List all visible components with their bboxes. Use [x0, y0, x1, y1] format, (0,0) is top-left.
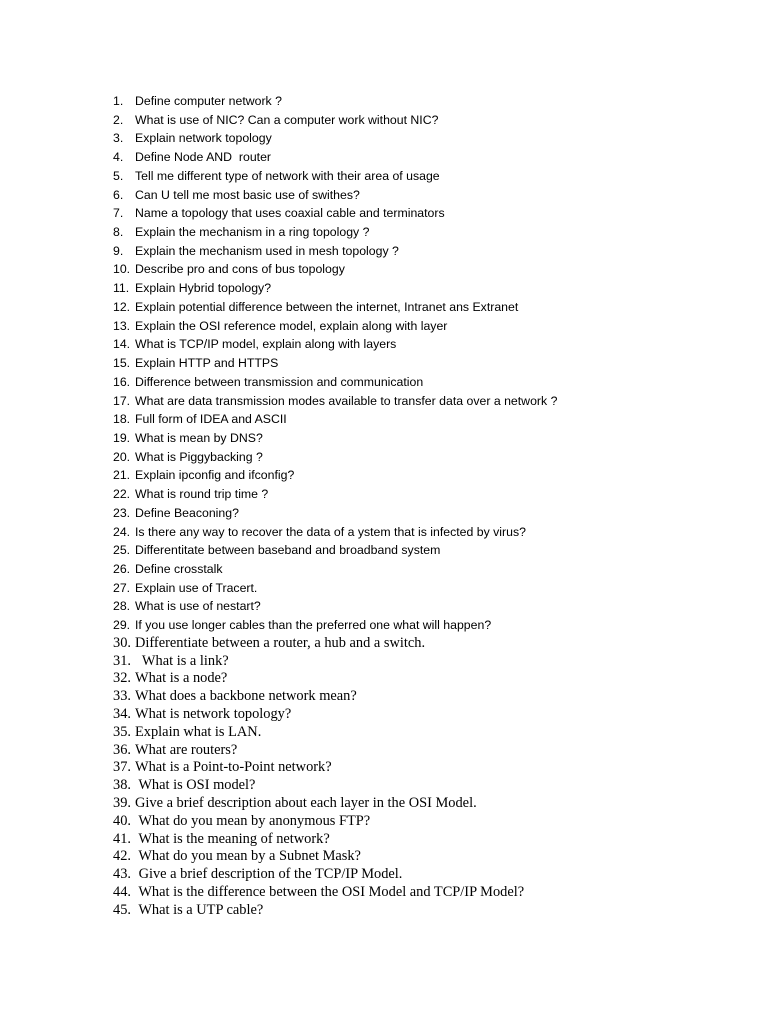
- list-item-text: What is OSI model?: [135, 777, 256, 794]
- list-item-text: Name a topology that uses coaxial cable and terminators: [135, 206, 445, 221]
- list-item-text: What is Piggybacking ?: [135, 449, 263, 464]
- list-item: [113, 111, 733, 130]
- list-item-number: 19.: [113, 430, 131, 445]
- list-item-text: What do you mean by anonymous FTP?: [135, 812, 371, 829]
- list-item: [113, 186, 733, 205]
- list-item-number: 33.: [113, 688, 131, 705]
- list-item-number: 27.: [113, 580, 131, 595]
- list-item-text: What is TCP/IP model, explain along with layers: [135, 337, 397, 352]
- list-item-number: 45.: [113, 901, 131, 918]
- list-item-text: What does a backbone network mean?: [135, 688, 357, 705]
- list-item: [113, 392, 733, 411]
- list-item-text: What are routers?: [135, 741, 238, 758]
- list-item-number: 39.: [113, 795, 131, 812]
- list-item: [113, 706, 733, 724]
- list-item-number: 42.: [113, 848, 131, 865]
- list-item: [113, 653, 733, 671]
- list-item-text: What do you mean by a Subnet Mask?: [135, 848, 361, 865]
- list-item-text: Differentitate between baseband and broadband system: [135, 543, 441, 558]
- list-item-text: Explain potential difference between the internet, Intranet ans Extranet: [135, 299, 519, 314]
- question-list: [113, 92, 733, 920]
- list-item-text: What is the difference between the OSI Model and TCP/IP Model?: [135, 884, 525, 900]
- list-item-number: 15.: [113, 356, 131, 371]
- list-item: [113, 204, 733, 223]
- list-item: [113, 260, 733, 279]
- list-item-number: 29.: [113, 618, 131, 633]
- list-item: [113, 866, 733, 884]
- list-item-text: What is network topology?: [135, 706, 292, 723]
- list-item-text: What is mean by DNS?: [135, 430, 263, 445]
- list-item-number: 7.: [113, 206, 124, 221]
- list-item-number: 34.: [113, 706, 131, 723]
- list-item-text: Differentiate between a router, a hub and a switch.: [135, 634, 426, 651]
- list-item: [113, 635, 733, 653]
- list-item: [113, 560, 733, 579]
- list-item: [113, 279, 733, 298]
- list-item: [113, 504, 733, 523]
- list-item-text: Tell me different type of network with their area of usage: [135, 168, 440, 183]
- list-item-text: What is a UTP cable?: [135, 901, 264, 918]
- list-item-number: 22.: [113, 487, 131, 502]
- list-item: [113, 92, 733, 111]
- list-item-number: 12.: [113, 299, 131, 314]
- list-item-number: 32.: [113, 670, 131, 687]
- list-item-number: 43.: [113, 866, 131, 883]
- list-item: [113, 354, 733, 373]
- list-item-text: What is a node?: [135, 670, 228, 687]
- list-item: [113, 485, 733, 504]
- list-item: [113, 813, 733, 831]
- list-item-text: Define computer network ?: [135, 94, 282, 108]
- list-item-number: 11.: [113, 281, 130, 296]
- list-item-number: 36.: [113, 741, 131, 758]
- list-item-number: 17.: [113, 393, 131, 408]
- list-item-number: 44.: [113, 884, 131, 900]
- list-item-text: Give a brief description of the TCP/IP Model.: [135, 866, 403, 883]
- list-item-number: 13.: [113, 318, 131, 333]
- list-item-text: Describe pro and cons of bus topology: [135, 262, 345, 277]
- list-item-text: Explain Hybrid topology?: [135, 281, 272, 296]
- list-item: [113, 742, 733, 760]
- list-item-number: 24.: [113, 524, 131, 539]
- list-item-number: 41.: [113, 830, 131, 847]
- list-item-number: 5.: [113, 168, 124, 183]
- list-item: [113, 335, 733, 354]
- list-item-text: What is the meaning of network?: [135, 830, 330, 847]
- list-item: [113, 597, 733, 616]
- list-item-text: What is round trip time ?: [135, 487, 269, 502]
- list-item: [113, 884, 733, 902]
- list-item-text: Give a brief description about each layer in the OSI Model.: [135, 795, 477, 812]
- list-item-number: 16.: [113, 374, 131, 389]
- list-item-number: 4.: [113, 150, 124, 165]
- list-item-number: 10.: [113, 262, 131, 277]
- list-item-text: What is use of nestart?: [135, 599, 261, 614]
- list-item-text: What are data transmission modes available to transfer data over a network ?: [135, 393, 558, 408]
- list-item-number: 8.: [113, 225, 124, 240]
- list-item: [113, 759, 733, 777]
- list-item: [113, 242, 733, 261]
- list-item-number: 25.: [113, 543, 131, 558]
- list-item-number: 6.: [113, 187, 124, 202]
- list-item-text: Explain use of Tracert.: [135, 580, 258, 595]
- list-item-number: 3.: [113, 131, 124, 146]
- list-item-number: 38.: [113, 777, 131, 794]
- list-item-text: Explain what is LAN.: [135, 723, 262, 740]
- list-item: [113, 129, 733, 148]
- list-item: [113, 579, 733, 598]
- list-item: [113, 795, 733, 813]
- list-item-number: 18.: [113, 412, 131, 427]
- list-item-text: Difference between transmission and communication: [135, 374, 424, 389]
- list-item: [113, 831, 733, 849]
- list-item-text: Is there any way to recover the data of a ystem that is infected by virus?: [135, 524, 526, 539]
- list-item-text: Define Beaconing?: [135, 505, 239, 520]
- list-item-text: Explain ipconfig and ifconfig?: [135, 468, 295, 483]
- list-item: [113, 724, 733, 742]
- list-item: [113, 466, 733, 485]
- list-item: [113, 777, 733, 795]
- list-item: [113, 448, 733, 467]
- list-item-text: What is a link?: [135, 652, 229, 669]
- list-item-text: Explain the mechanism used in mesh topology ?: [135, 243, 399, 258]
- list-item: [113, 317, 733, 336]
- list-item: [113, 616, 733, 635]
- list-item-text: Can U tell me most basic use of swithes?: [135, 187, 360, 202]
- list-item-number: 31.: [113, 652, 131, 669]
- list-item-number: 26.: [113, 561, 131, 576]
- list-item: [113, 373, 733, 392]
- list-item-text: Explain network topology: [135, 131, 272, 146]
- list-item: [113, 167, 733, 186]
- list-item: [113, 429, 733, 448]
- list-item-number: 21.: [113, 468, 131, 483]
- list-item-number: 40.: [113, 812, 131, 829]
- list-item-text: Define crosstalk: [135, 561, 223, 576]
- list-item-number: 35.: [113, 723, 131, 740]
- list-item-text: Full form of IDEA and ASCII: [135, 412, 287, 427]
- list-item-number: 30.: [113, 634, 131, 651]
- list-item-number: 2.: [113, 112, 124, 127]
- list-item: [113, 848, 733, 866]
- list-item: [113, 223, 733, 242]
- list-item: [113, 670, 733, 688]
- list-item-number: 1.: [113, 94, 124, 108]
- list-item: [113, 410, 733, 429]
- list-item-text: What is a Point-to-Point network?: [135, 759, 332, 776]
- list-item-number: 23.: [113, 505, 131, 520]
- list-item-number: 14.: [113, 337, 131, 352]
- list-item: [113, 148, 733, 167]
- list-item: [113, 541, 733, 560]
- list-item-number: 9.: [113, 243, 124, 258]
- list-item: [113, 298, 733, 317]
- list-item-text: What is use of NIC? Can a computer work without NIC?: [135, 112, 439, 127]
- list-item: [113, 523, 733, 542]
- list-item: [113, 902, 733, 920]
- list-item-text: Explain the mechanism in a ring topology ?: [135, 225, 370, 240]
- list-item: [113, 688, 733, 706]
- list-item-text: Define Node AND router: [135, 150, 272, 165]
- list-item-text: If you use longer cables than the preferred one what will happen?: [135, 618, 492, 633]
- list-item-text: Explain the OSI reference model, explain along with layer: [135, 318, 448, 333]
- list-item-text: Explain HTTP and HTTPS: [135, 356, 279, 371]
- list-item-number: 28.: [113, 599, 131, 614]
- list-item-number: 37.: [113, 759, 131, 776]
- list-item-number: 20.: [113, 449, 131, 464]
